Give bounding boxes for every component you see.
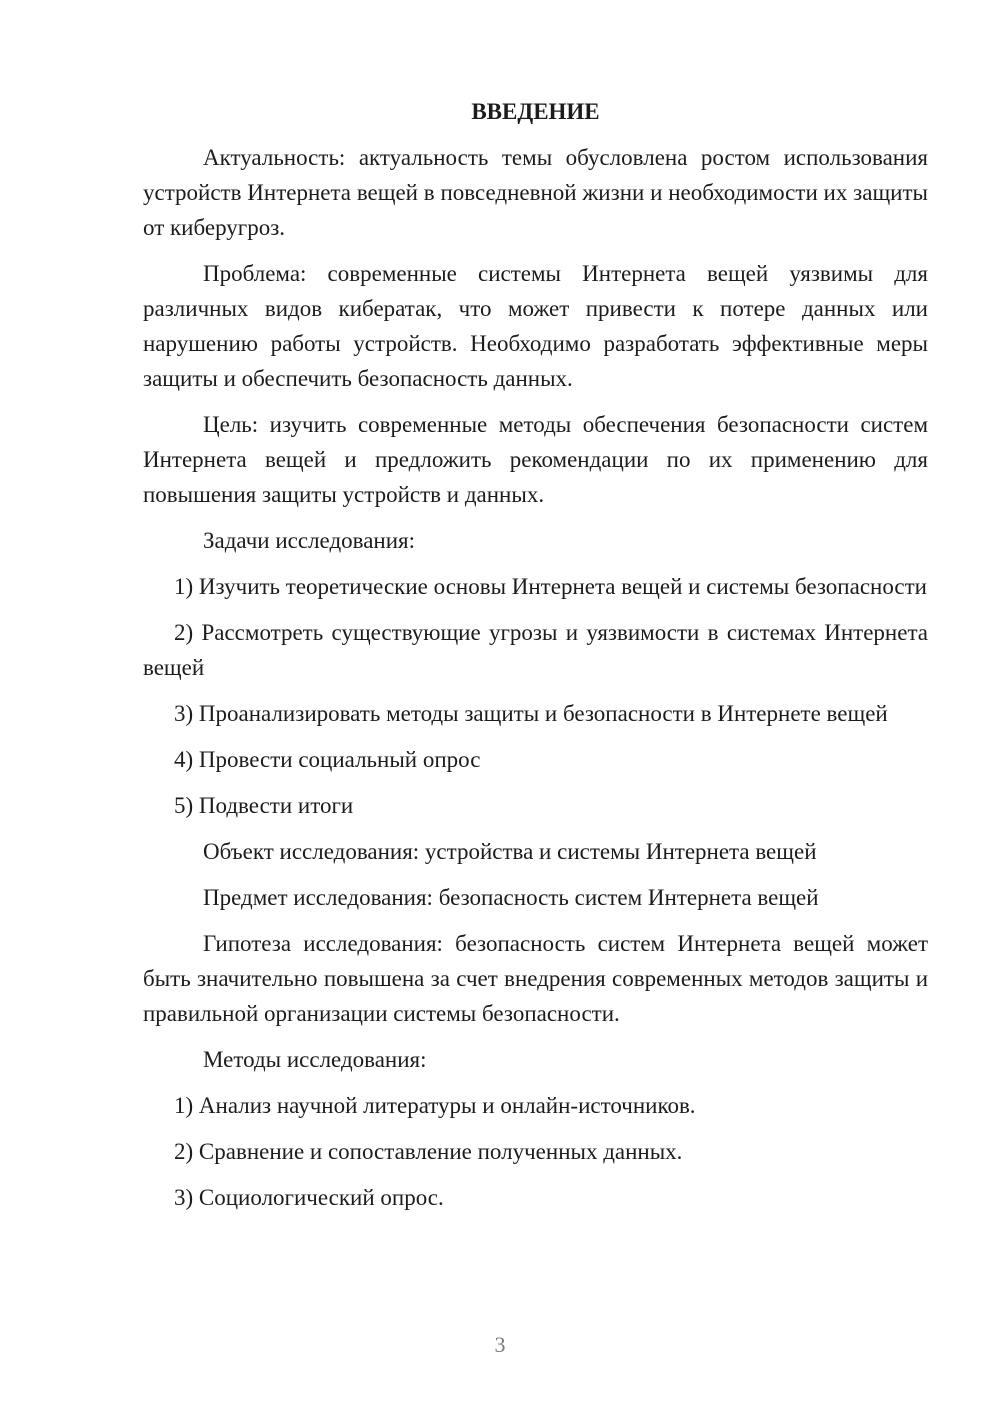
paragraph-goal: Цель: изучить современные методы обеспечения безопасности систем Интернета вещей и предложить рекомендации по их применению для повышения защиты устройств и данных. — [143, 412, 928, 507]
section-title: ВВЕДЕНИЕ — [471, 99, 600, 124]
method-item-3: 3) Социологический опрос. — [174, 1185, 444, 1210]
paragraph-object: Объект исследования: устройства и системы Интернета вещей — [203, 839, 817, 864]
paragraph-subject: Предмет исследования: безопасность систем Интернета вещей — [203, 885, 819, 910]
page-number: 3 — [494, 1332, 506, 1357]
paragraph-problem: Проблема: современные системы Интернета вещей уязвимы для различных видов кибератак, что может привести к потере данных или нарушению работы устройств. Необходимо разработать эффективные меры защиты и обеспечить безопасность данных. — [143, 261, 928, 391]
task-item-2: 2) Рассмотреть существующие угрозы и уязвимости в системах Интернета вещей — [143, 620, 928, 680]
methods-heading: Методы исследования: — [203, 1047, 427, 1072]
task-item-3: 3) Проанализировать методы защиты и безопасности в Интернете вещей — [174, 701, 888, 726]
paragraph-relevance: Актуальность: актуальность темы обусловлена ростом использования устройств Интернета вещей в повседневной жизни и необходимости их защиты от киберугроз. — [143, 145, 928, 240]
paragraph-hypothesis: Гипотеза исследования: безопасность систем Интернета вещей может быть значительно повышена за счет внедрения современных методов защиты и правильной организации системы безопасности. — [143, 931, 928, 1026]
task-item-5: 5) Подвести итоги — [174, 793, 354, 818]
document-page — [143, 94, 928, 1226]
task-item-4: 4) Провести социальный опрос — [174, 747, 481, 772]
method-item-2: 2) Сравнение и сопоставление полученных данных. — [174, 1139, 683, 1164]
tasks-heading: Задачи исследования: — [203, 528, 416, 553]
task-item-1: 1) Изучить теоретические основы Интернета вещей и системы безопасности — [174, 574, 927, 599]
method-item-1: 1) Анализ научной литературы и онлайн-источников. — [174, 1093, 696, 1118]
